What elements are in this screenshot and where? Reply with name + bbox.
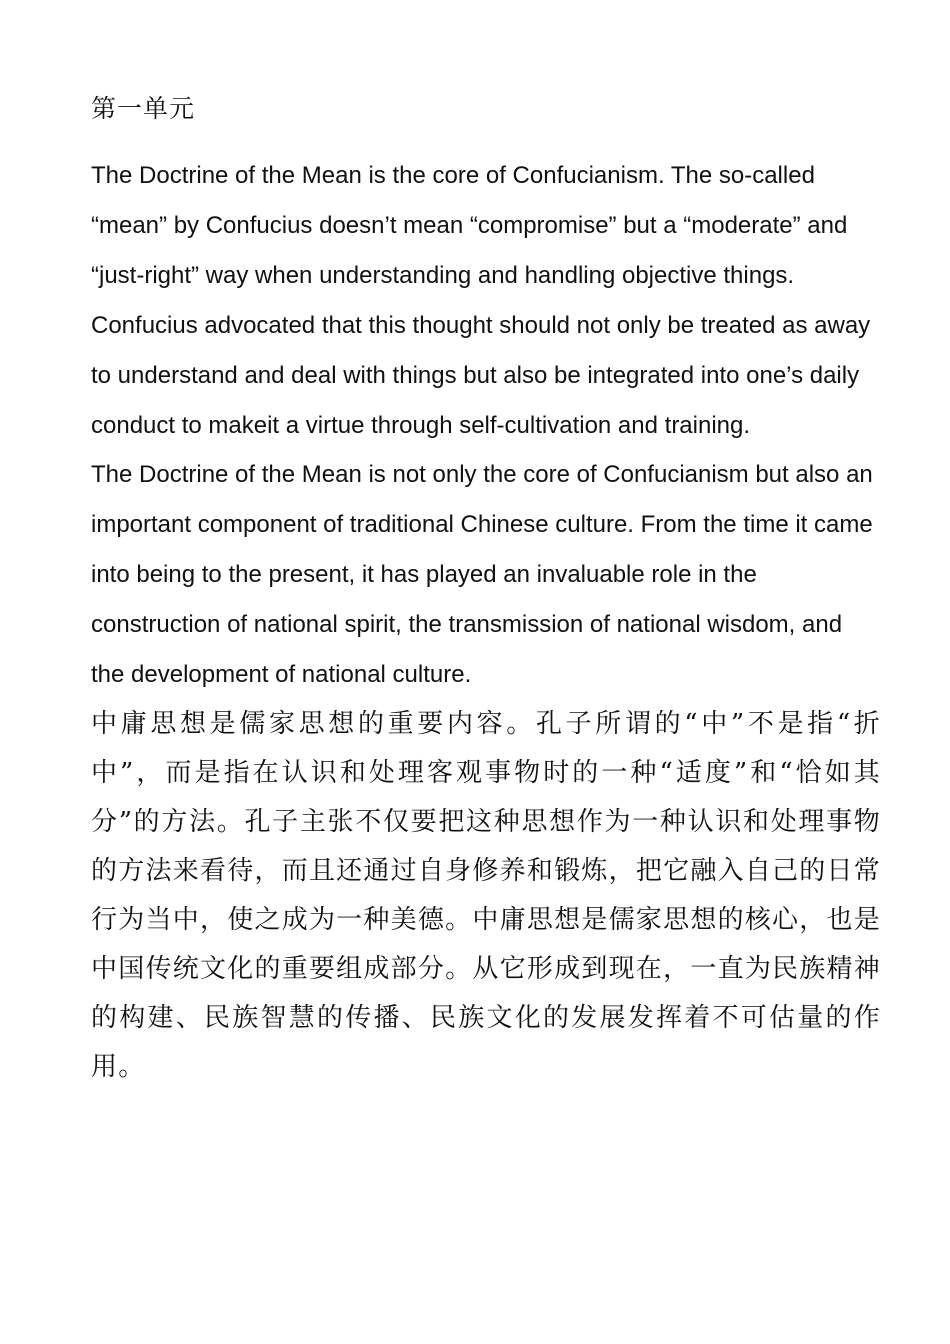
- document-page: [91, 84, 881, 1092]
- unit-heading: 第一单元: [91, 94, 196, 123]
- english-paragraph-1: The Doctrine of the Mean is the core of Confucianism. The so-called “mean” by Confucius doesn’t mean “compromise” but a “moderate” and “just-right” way when understanding and handling objective things. Confucius advocated that this thought should not only be treated as away to understand and deal with things but also be integrated into one’s daily conduct to makeit a virtue through self-cultivation and training.: [91, 162, 871, 439]
- english-paragraph-2: The Doctrine of the Mean is not only the core of Confucianism but also an important component of traditional Chinese culture. From the time it came into being to the present, it has played an invaluable role in the construction of national spirit, the transmission of national wisdom, and the development of national culture.: [91, 461, 873, 689]
- chinese-paragraph: 中庸思想是儒家思想的重要内容。孔子所谓的“中”不是指“折中”，而是指在认识和处理客观事物时的一种“适度”和“恰如其分”的方法。孔子主张不仅要把这种思想作为一种认识和处理事物的方法来看待，而且还通过自身修养和锻炼，把它融入自己的日常行为当中，使之成为一种美德。中庸思想是儒家思想的核心，也是中国传统文化的重要组成部分。从它形成到现在，一直为民族精神的构建、民族智慧的传播、民族文化的发展发挥着不可估量的作用。: [91, 708, 881, 1082]
